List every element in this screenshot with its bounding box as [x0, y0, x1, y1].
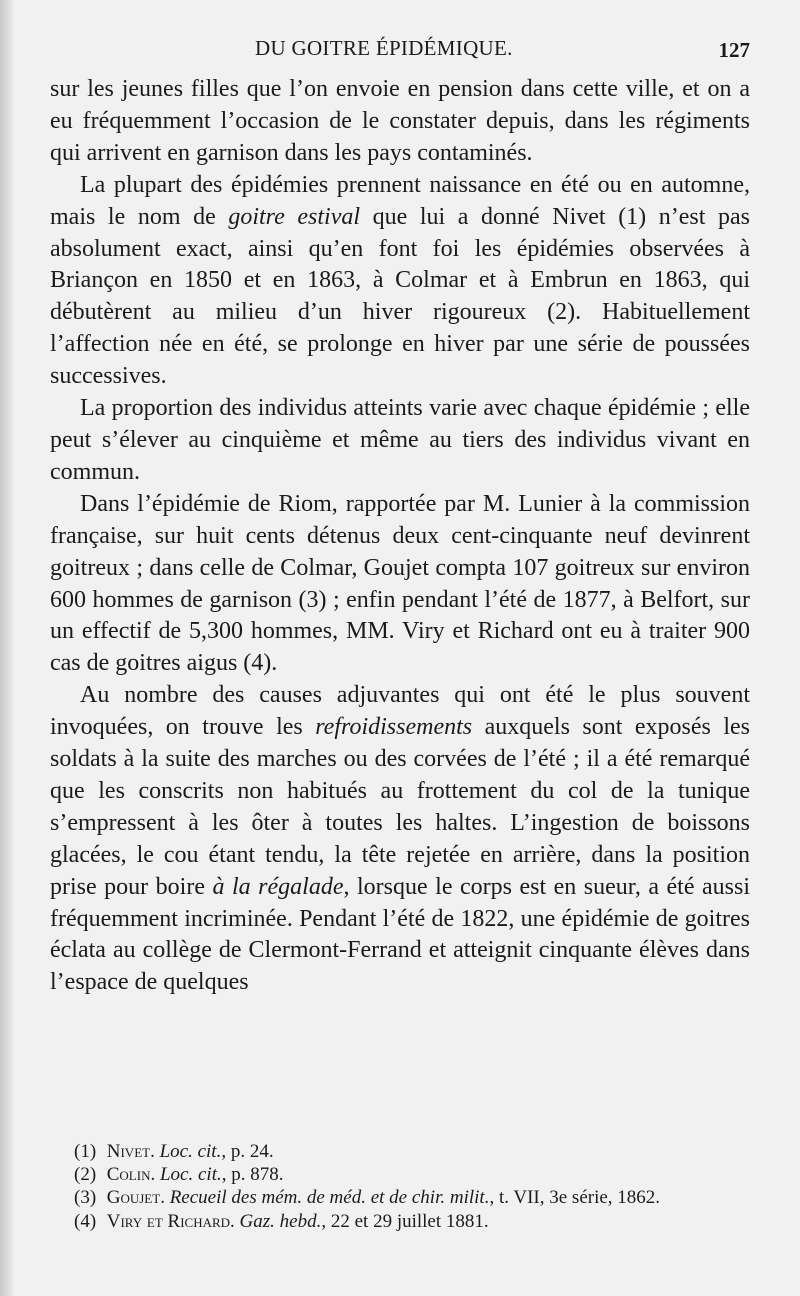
- footnote-author: Goujet.: [106, 1187, 165, 1209]
- footnote-title: Recueil des mém. de méd. et de chir. milit.: [169, 1187, 490, 1209]
- footnote-number: (1): [74, 1141, 97, 1162]
- footnote-author: Viry et Richard.: [106, 1210, 235, 1232]
- paragraph-2: [50, 170, 750, 393]
- page-header: [255, 36, 750, 68]
- running-title: DU GOITRE ÉPIDÉMIQUE.: [255, 36, 513, 60]
- paragraph-3: [50, 393, 750, 489]
- paragraph-5-italic-1: refroidissements: [315, 714, 473, 741]
- paragraph-4: [50, 489, 750, 680]
- footnote-2: [50, 1163, 750, 1186]
- footnote-3: [50, 1186, 750, 1209]
- paragraph-2-text-b: que lui a donné Nivet (1) n’est pas absolument exact, ainsi qu’en font foi les épidémies observées à Briançon en 1850 et en 1863, à Colmar et à Embrun en 1863, qui débutèrent au milieu d’un hiver rigoureux (2). Habituellement l’affection née en été, se prolonge en hiver par une série de poussées successives.: [50, 203, 751, 390]
- footnote-number: (2): [74, 1164, 97, 1186]
- paragraph-5-text-a: Au nombre des causes adjuvantes qui ont été le plus souvent invoquées, on trouve les: [50, 682, 750, 741]
- footnotes: [50, 1140, 750, 1233]
- paragraph-3-text: La proportion des individus atteints varie avec chaque épidémie ; elle peut s’élever au cinquième et même au tiers des individus vivant en commun.: [50, 395, 750, 485]
- paragraph-2-italic: goitre estival: [228, 203, 361, 230]
- paragraph-5-text-c: , lorsque le corps est en sueur, a été aussi fréquemment incriminée. Pendant l’été de 1822, une épidémie de goitres éclata au collège de Clermont-Ferrand et atteignit cinquante élèves dans l’espace de quelques: [50, 873, 750, 996]
- footnote-number: (4): [74, 1210, 97, 1232]
- paragraph-1: [50, 74, 750, 170]
- paragraph-5: [50, 680, 750, 999]
- footnote-author: Colin.: [106, 1164, 156, 1186]
- footnote-title: Loc. cit.: [159, 1164, 222, 1186]
- paragraph-1-text: sur les jeunes filles que l’on envoie en pension dans cette ville, et on a eu fréquemment l’occasion de le constater depuis, dans les régiments qui arrivent en garnison dans les pays contaminés.: [50, 76, 750, 166]
- body-text: [50, 74, 750, 999]
- footnote-title: Loc. cit.: [159, 1141, 222, 1162]
- paragraph-2-text-a: La plupart des épidémies prennent naissance en été ou en automne, mais le nom de: [50, 171, 750, 230]
- footnote-number: (3): [74, 1187, 97, 1209]
- paragraph-4-text: Dans l’épidémie de Riom, rapportée par M. Lunier à la commission française, sur huit cents détenus deux cent-cinquante neuf devinrent goitreux ; dans celle de Colmar, Goujet compta 107 goitreux sur environ 600 hommes de garnison (3) ; enfin pendant l’été de 1877, à Belfort, sur un effectif de 5,300 hommes, MM. Viry et Richard ont eu à traiter 900 cas de goitres aigus (4).: [50, 490, 750, 677]
- footnote-rest: , p. 878.: [221, 1164, 284, 1186]
- footnote-rest: , 22 et 29 juillet 1881.: [321, 1210, 489, 1232]
- paragraph-5-text-b: auxquels sont exposés les soldats à la suite des marches ou des corvées de l’été ; il a été remarqué que les conscrits non habitués au frottement du col de la tunique s’empressent à les ôter à toutes les haltes. L’ingestion de boissons glacées, le cou étant tendu, la tête rejetée en arrière, dans la position prise pour boire: [50, 714, 750, 900]
- footnote-rest: , p. 24.: [221, 1141, 274, 1162]
- page-number: 127: [718, 38, 750, 62]
- footnote-author: Nivet.: [106, 1141, 155, 1162]
- footnote-4: [50, 1210, 750, 1233]
- footnote-1: [50, 1140, 750, 1163]
- page-spine-shadow: [0, 0, 14, 1296]
- footnote-title: Gaz. hebd.: [239, 1210, 322, 1232]
- footnote-rest: , t. VII, 3e série, 1862.: [489, 1187, 661, 1209]
- paragraph-5-italic-2: à la régalade: [212, 873, 344, 900]
